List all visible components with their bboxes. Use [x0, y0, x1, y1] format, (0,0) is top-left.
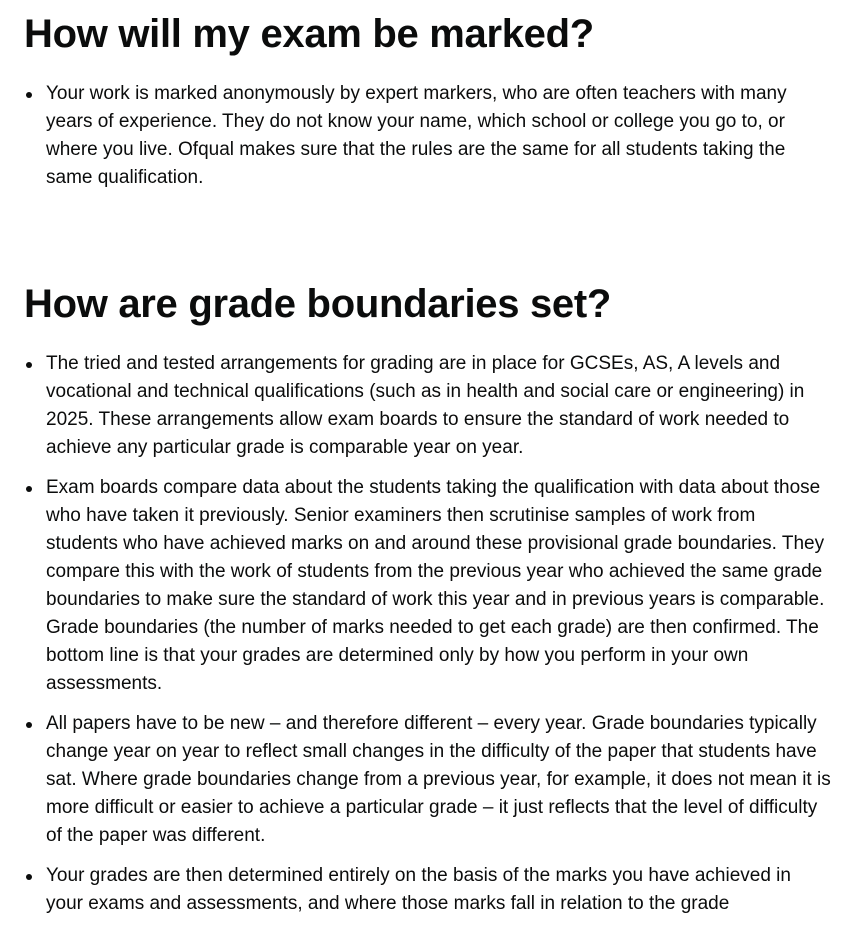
bullet-icon: [26, 92, 32, 98]
list-item-text: The tried and tested arrangements for grading are in place for GCSEs, AS, A levels and vocational and technical qualifications (such as in health and social care or engineering) in 2025. These arrangements allow exam boards to ensure the standard of work needed to achieve any particular grade is comparable year on year.: [46, 353, 805, 458]
bullet-icon: [26, 874, 32, 880]
list-item-text: Exam boards compare data about the students taking the qualification with data about those who have taken it previously. Senior examiners then scrutinise samples of work from students who have achieved marks on and around these provisional grade boundaries. They compare this with the work of students from the previous year who achieved the same grade boundaries to make sure the standard of work this year and in previous years is comparable. Grade boundaries (the number of marks needed to get each grade) are then confirmed. The bottom line is that your grades are determined only by how you perform in your own assessments.: [46, 477, 825, 694]
bullet-icon: [26, 486, 32, 492]
section-heading-exam-marking: How will my exam be marked?: [24, 12, 594, 56]
exam-marking-bullet-list: [24, 80, 832, 204]
section-heading-grade-boundaries: How are grade boundaries set?: [24, 282, 612, 326]
list-item: [24, 710, 832, 850]
list-item-text: Your grades are then determined entirely on the basis of the marks you have achieved in your exams and assessments, and where those marks fall in relation to the grade: [46, 865, 791, 914]
list-item: [24, 350, 832, 462]
list-item-text: All papers have to be new – and therefore different – every year. Grade boundaries typically change year on year to reflect small changes in the difficulty of the paper that students have sat. Where grade boundaries change from a previous year, for example, it does not mean it is more difficult or easier to achieve a particular grade – it just reflects that the level of difficulty of the paper was different.: [46, 713, 831, 846]
bullet-icon: [26, 722, 32, 728]
list-item: [24, 80, 832, 192]
grade-boundaries-bullet-list: [24, 350, 832, 930]
list-item: [24, 862, 832, 918]
list-item-text: Your work is marked anonymously by expert markers, who are often teachers with many years of experience. They do not know your name, which school or college you go to, or where you live. Ofqual makes sure that the rules are the same for all students taking the same qualification.: [46, 83, 787, 188]
bullet-icon: [26, 362, 32, 368]
list-item: [24, 474, 832, 698]
